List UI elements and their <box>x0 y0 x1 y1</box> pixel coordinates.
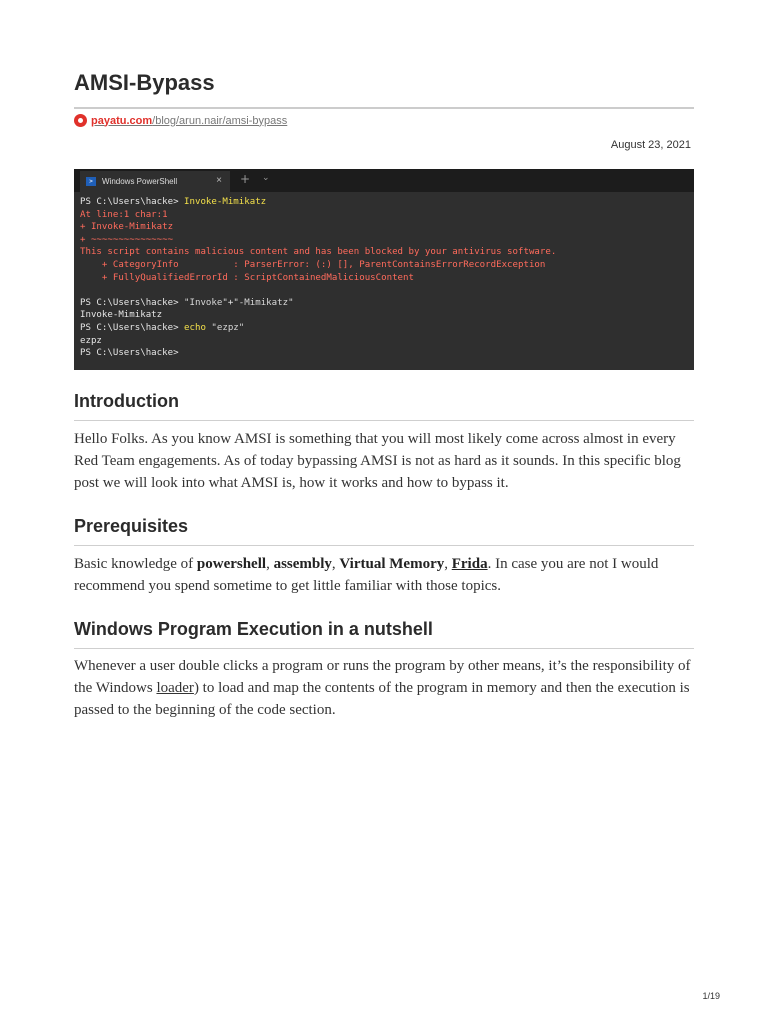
loader-link[interactable]: loader <box>156 680 194 696</box>
windows-execution-text <box>74 655 699 721</box>
terminal-line <box>80 209 688 222</box>
terminal-text: "-Mimikatz" <box>233 297 294 308</box>
terminal-line <box>80 246 688 259</box>
terminal-line <box>80 322 688 335</box>
section-heading-prerequisites: Prerequisites <box>74 516 189 536</box>
execution-text-start: Whenever a user double clicks a program or runs the program by other means, it’s the responsibility of the Windows <box>74 658 691 696</box>
terminal-output <box>74 192 694 360</box>
prereq-prefix: Basic knowledge of <box>74 556 197 572</box>
terminal-text: + ~~~~~~~~~~~~~~~ <box>80 234 174 245</box>
terminal-line <box>80 272 688 285</box>
terminal-text: Invoke-Mimikatz <box>184 197 267 207</box>
page-title: AMSI-Bypass <box>74 70 215 95</box>
terminal-line <box>80 234 688 247</box>
terminal-tab-title: Windows PowerShell <box>102 177 178 186</box>
prereq-separator: , <box>266 556 274 572</box>
publish-date: August 23, 2021 <box>610 139 691 151</box>
prereq-separator: , <box>331 556 340 572</box>
terminal-text: + CategoryInfo : ParserError: (:) [], ParentContainsErrorRecordException <box>80 259 546 270</box>
terminal-text: This script contains malicious content and has been blocked by your antivirus software. <box>80 247 557 258</box>
plus-icon: + <box>240 172 251 186</box>
section-heading-windows-execution: Windows Program Execution in a nutshell <box>74 619 433 639</box>
terminal-text: "Invoke" <box>184 297 228 308</box>
powershell-screenshot <box>74 169 694 370</box>
terminal-text: PS C:\Users\hacke> <box>80 197 185 207</box>
site-logo-icon <box>74 114 87 127</box>
prerequisites-text <box>74 553 699 597</box>
terminal-tab <box>80 171 230 192</box>
frida-link[interactable] <box>452 556 488 572</box>
terminal-line <box>80 335 688 348</box>
terminal-text: + Invoke-Mimikatz <box>80 222 174 233</box>
terminal-text: At line:1 char:1 <box>80 209 168 220</box>
chevron-down-icon: ⌄ <box>262 173 270 183</box>
source-domain: payatu.com <box>91 114 153 127</box>
prereq-suffix: . In case you are not I would recommend you spend sometime to get little familiar with those topics. <box>74 556 659 594</box>
source-url[interactable] <box>91 115 287 127</box>
section-divider <box>74 648 694 649</box>
close-icon: × <box>216 175 222 186</box>
terminal-line <box>80 196 688 209</box>
prereq-powershell: powershell <box>196 556 267 572</box>
execution-text-end: ) to load and map the contents of the program in memory and then the execution is passed to the beginning of the code section. <box>74 680 690 718</box>
terminal-line <box>80 297 688 310</box>
prereq-assembly: assembly <box>273 556 332 572</box>
section-divider <box>74 545 694 546</box>
terminal-text: echo <box>184 322 212 333</box>
terminal-text: "ezpz" <box>211 322 245 333</box>
terminal-text: PS C:\Users\hacke> <box>80 297 185 308</box>
introduction-text: Hello Folks. As you know AMSI is something that you will most likely come across almost in every Red Team engagements. As of today bypassing AMSI is not as hard as it sounds. In this specific blog post we will look into what AMSI is, how it works and how to bypass it. <box>74 431 681 491</box>
prereq-separator: , <box>444 556 452 572</box>
terminal-text: PS C:\Users\hacke> <box>80 348 179 359</box>
section-divider <box>74 420 694 421</box>
source-link[interactable] <box>74 114 287 127</box>
frida-link-text: Frida <box>451 556 488 572</box>
terminal-text: Invoke-Mimikatz <box>80 310 163 321</box>
title-divider <box>74 107 694 109</box>
powershell-icon: > <box>86 177 96 186</box>
terminal-line <box>80 309 688 322</box>
terminal-tab-bar <box>74 169 694 192</box>
terminal-line <box>80 221 688 234</box>
terminal-line <box>80 347 688 360</box>
terminal-text: + FullyQualifiedErrorId : ScriptContainedMaliciousContent <box>80 272 414 283</box>
terminal-line <box>80 284 688 297</box>
terminal-line <box>80 259 688 272</box>
terminal-text: + <box>227 297 234 308</box>
prereq-virtual-memory: Virtual Memory <box>339 556 445 572</box>
terminal-text: ezpz <box>80 335 102 346</box>
section-heading-introduction: Introduction <box>74 391 179 411</box>
page-number: 1/19 <box>702 991 720 1001</box>
terminal-text: PS C:\Users\hacke> <box>80 322 185 333</box>
source-path: /blog/arun.nair/amsi-bypass <box>152 114 288 127</box>
